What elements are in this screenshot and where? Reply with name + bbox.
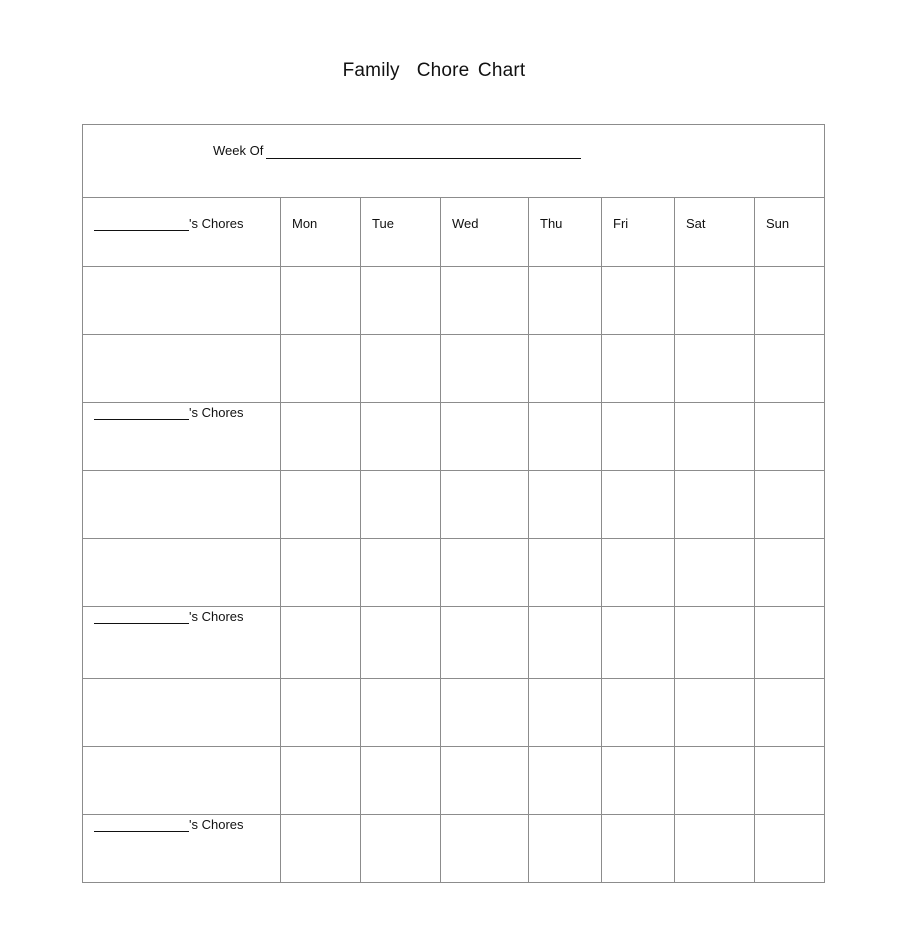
table-row (83, 403, 825, 471)
day-header-fri (602, 198, 675, 267)
chores-header-cell (83, 815, 281, 883)
day-cell[interactable] (602, 815, 675, 883)
table-row (83, 267, 825, 335)
day-cell[interactable] (281, 471, 361, 539)
day-header-wed (441, 198, 529, 267)
chores-header-cell (83, 198, 281, 267)
day-cell[interactable] (602, 471, 675, 539)
day-cell[interactable] (281, 747, 361, 815)
day-cell[interactable] (361, 815, 441, 883)
chore-cell[interactable] (83, 747, 281, 815)
day-header-mon (281, 198, 361, 267)
day-cell[interactable] (602, 539, 675, 607)
day-cell[interactable] (529, 267, 602, 335)
table-row (83, 815, 825, 883)
chores-header-cell (83, 403, 281, 471)
day-cell[interactable] (675, 403, 755, 471)
day-label: Mon (292, 216, 318, 231)
day-cell[interactable] (755, 471, 825, 539)
table-row (83, 539, 825, 607)
week-cell (83, 125, 825, 198)
day-cell[interactable] (441, 471, 529, 539)
day-cell[interactable] (361, 679, 441, 747)
day-cell[interactable] (281, 267, 361, 335)
day-cell[interactable] (441, 815, 529, 883)
day-cell[interactable] (441, 335, 529, 403)
day-cell[interactable] (441, 403, 529, 471)
day-cell[interactable] (675, 815, 755, 883)
day-cell[interactable] (281, 679, 361, 747)
day-label: Sun (766, 216, 790, 231)
day-cell[interactable] (755, 747, 825, 815)
day-cell[interactable] (281, 403, 361, 471)
table-row (83, 747, 825, 815)
header-row (83, 198, 825, 267)
day-cell[interactable] (755, 267, 825, 335)
day-header-thu (529, 198, 602, 267)
day-cell[interactable] (529, 335, 602, 403)
day-cell[interactable] (281, 335, 361, 403)
day-cell[interactable] (529, 607, 602, 679)
day-cell[interactable] (675, 471, 755, 539)
day-cell[interactable] (602, 679, 675, 747)
chore-cell[interactable] (83, 335, 281, 403)
day-cell[interactable] (441, 607, 529, 679)
chores-label: 's Chores (189, 405, 244, 420)
day-cell[interactable] (755, 607, 825, 679)
day-cell[interactable] (361, 267, 441, 335)
day-header-sat (675, 198, 755, 267)
chores-label: 's Chores (189, 609, 244, 624)
day-cell[interactable] (281, 815, 361, 883)
day-cell[interactable] (529, 747, 602, 815)
day-label: Thu (540, 216, 563, 231)
day-cell[interactable] (602, 267, 675, 335)
chore-chart-table (82, 124, 825, 883)
day-label: Sat (686, 216, 706, 231)
day-cell[interactable] (675, 267, 755, 335)
day-label: Tue (372, 216, 394, 231)
day-cell[interactable] (602, 335, 675, 403)
day-label: Wed (452, 216, 479, 231)
week-of-label: Week Of (213, 143, 264, 158)
day-cell[interactable] (281, 539, 361, 607)
week-row (83, 125, 825, 198)
day-cell[interactable] (602, 607, 675, 679)
day-cell[interactable] (529, 539, 602, 607)
week-of-blank-line[interactable] (266, 146, 581, 159)
day-cell[interactable] (361, 539, 441, 607)
table-row (83, 471, 825, 539)
day-cell[interactable] (675, 747, 755, 815)
day-cell[interactable] (361, 403, 441, 471)
name-blank-line[interactable] (94, 611, 189, 624)
day-cell[interactable] (361, 607, 441, 679)
day-cell[interactable] (281, 607, 361, 679)
day-cell[interactable] (755, 539, 825, 607)
day-cell[interactable] (441, 679, 529, 747)
day-header-tue (361, 198, 441, 267)
day-cell[interactable] (441, 747, 529, 815)
day-cell[interactable] (755, 335, 825, 403)
day-cell[interactable] (755, 815, 825, 883)
name-blank-line[interactable] (94, 218, 189, 231)
table-row (83, 335, 825, 403)
chore-cell[interactable] (83, 539, 281, 607)
day-cell[interactable] (602, 747, 675, 815)
day-cell[interactable] (529, 471, 602, 539)
day-cell[interactable] (441, 539, 529, 607)
day-header-sun (755, 198, 825, 267)
day-cell[interactable] (529, 679, 602, 747)
day-cell[interactable] (361, 335, 441, 403)
day-cell[interactable] (361, 747, 441, 815)
table-row (83, 607, 825, 679)
page-title: Family Chore Chart (342, 60, 526, 81)
day-cell[interactable] (529, 403, 602, 471)
chores-header-cell (83, 607, 281, 679)
day-cell[interactable] (361, 471, 441, 539)
day-cell[interactable] (755, 679, 825, 747)
day-label: Fri (613, 216, 629, 231)
day-cell[interactable] (529, 815, 602, 883)
chore-cell[interactable] (83, 679, 281, 747)
day-cell[interactable] (441, 267, 529, 335)
table-row (83, 679, 825, 747)
day-cell[interactable] (675, 607, 755, 679)
chore-cell[interactable] (83, 471, 281, 539)
chore-cell[interactable] (83, 267, 281, 335)
day-cell[interactable] (675, 335, 755, 403)
chores-label: 's Chores (189, 817, 244, 832)
name-blank-line[interactable] (94, 407, 189, 420)
day-cell[interactable] (602, 403, 675, 471)
day-cell[interactable] (755, 403, 825, 471)
chores-label: 's Chores (189, 216, 244, 231)
name-blank-line[interactable] (94, 819, 189, 832)
day-cell[interactable] (675, 539, 755, 607)
day-cell[interactable] (675, 679, 755, 747)
